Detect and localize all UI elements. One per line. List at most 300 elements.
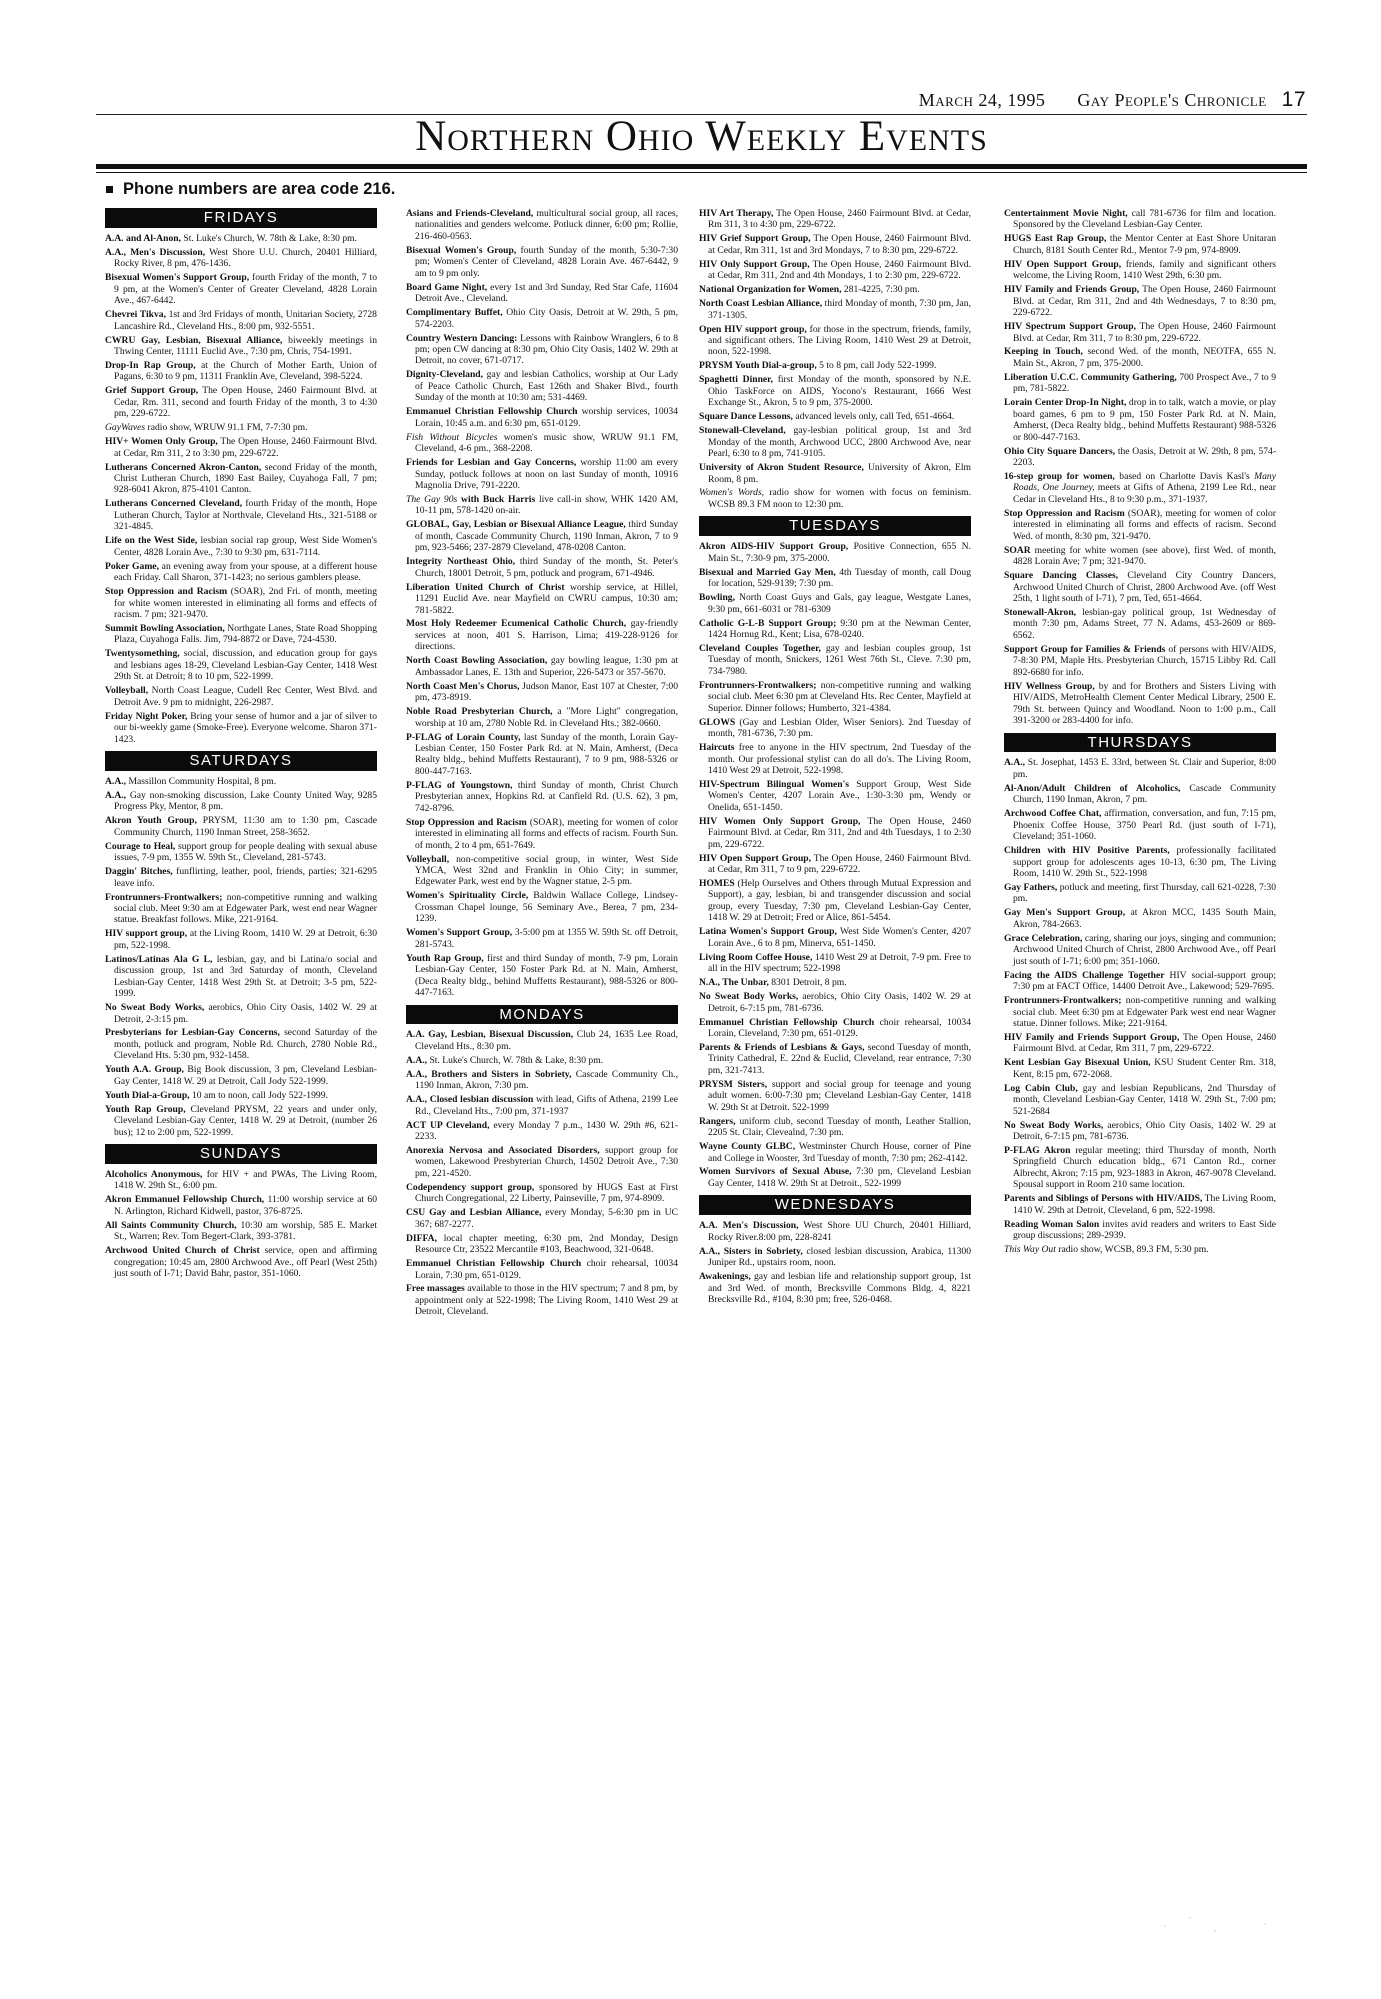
event-name: HIV Art Therapy, [699, 208, 774, 219]
event-listing [105, 892, 377, 926]
publication-name: Gay People's Chronicle [1077, 90, 1267, 110]
event-name: P-FLAG of Youngstown, [406, 779, 513, 791]
event-name: Anorexia Nervosa and Associated Disorders, [406, 1145, 600, 1156]
event-listing [406, 406, 678, 429]
event-details: non-competitive running and walking social club. Meet 6:30 pm at Edgewater Park west end near Wagner statue. Dinner follows. Mike; 221-9164. [1013, 995, 1276, 1029]
event-details: multicultural social group, all races, nationalities and genders welcome. Potluck dinner, 6:00 pm; Rollie, 216-460-0563. [415, 208, 678, 242]
event-name: Liberation U.C.C. Community Gathering, [1004, 371, 1177, 383]
issue-date: March 24, 1995 [918, 90, 1046, 110]
event-listing [1004, 1057, 1276, 1080]
event-details: radio show, WRUW 91.1 FM, 7-7:30 pm. [145, 422, 308, 434]
event-name: Bisexual Women's Group, [406, 244, 517, 256]
event-name: Life on the West Side, [105, 535, 198, 547]
event-name: HIV Spectrum Support Group, [1004, 321, 1136, 333]
event-details: aerobics, Ohio City Oasis, 1402 W. 29 at Detroit, 2-3:15 pm. [114, 1002, 377, 1025]
event-details: 8301 Detroit, 8 pm. [768, 977, 847, 989]
listing-column-3 [699, 208, 971, 1308]
event-listing [699, 1042, 971, 1076]
event-listing [406, 432, 678, 455]
event-listing [105, 272, 377, 306]
event-show-title: GayWaves [105, 422, 146, 434]
event-listing [406, 1258, 678, 1281]
event-name: Integrity Northeast Ohio, [406, 556, 516, 568]
event-details: gay bowling league, 1:30 pm at Ambassador Lanes, E. 13th and Superior, 226-5473 or 357-5670. [415, 655, 678, 678]
event-details: The Open House, 2460 Fairmount Blvd. at Cedar, Rm 311, 2nd and 4th Tuesdays, 1 to 2:30 pm, 229-6722. [708, 815, 971, 850]
event-name: Emmanuel Christian Fellowship Church [699, 1016, 875, 1028]
event-details: social, discussion, and education group for gays and lesbians ages 18-29, Cleveland Lesbian-Gay Center, 1418 West 29th St. at Detroit; 8 to 10 pm, 522-1999. [114, 648, 377, 683]
event-listing [105, 360, 377, 383]
event-details: the Mentor Center at East Shore Unitaran Church, 8181 South Center Rd., Mentor 7-9 pm, 974-8909. [1013, 233, 1276, 256]
listing-column-1 [105, 208, 377, 1282]
event-details: (SOAR), meeting for women of color interested in eliminating all forms and effects of racism. Fourth Sun. of month, 2 to 4 pm, 651-7649. [415, 816, 678, 851]
event-name: CSU Gay and Lesbian Alliance, [406, 1207, 542, 1219]
event-details: every Monday 7 p.m., 1430 W. 29th #6, 621-2233. [415, 1119, 679, 1143]
event-listing [1004, 233, 1276, 256]
event-name: Haircuts [699, 742, 735, 754]
listing-column-2 [406, 208, 678, 1320]
event-name: Summit Bowling Association, [105, 622, 225, 634]
event-name: Facing the AIDS Challenge Together [1004, 969, 1165, 981]
event-details: The Open House, 2460 Fairmount Blvd. at Cedar, Rm 311, 3 to 4:30 pm, 229-6722. [708, 208, 971, 231]
event-name: PRYSM Sisters, [699, 1078, 768, 1090]
event-listing [105, 309, 377, 332]
event-details: caring, sharing our joys, singing and communion; Archwood United Church of Christ, 2800 Archwood Ave., off Pearl just south of I-71; 6:00 pm; 351-1060. [1013, 932, 1276, 967]
event-listing [699, 411, 971, 422]
event-name: A.A., Sisters in Sobriety, [699, 1245, 803, 1257]
event-listing [699, 487, 971, 510]
event-show-title: Women's Words, [699, 487, 765, 499]
event-listing [699, 567, 971, 590]
event-name: Most Holy Redeemer Ecumenical Catholic Church, [406, 618, 627, 630]
event-details: Bring your sense of humor and a jar of silver to our bi-weekly game (Smoke-Free). Everyone welcome. Sharon 371-1423. [114, 710, 377, 745]
event-details: biweekly meetings in Thwing Center, 11111 Euclid Ave., 7:30 pm, Chris, 754-1991. [114, 334, 377, 357]
event-details: (Gay and Lesbian Older, Wiser Seniors). 2nd Tuesday of month, 781-6736, 7:30 pm. [708, 716, 971, 740]
event-details: West Shore U.U. Church, 20401 Hilliard, Rocky River, 8 pm, 476-1436. [114, 246, 378, 270]
event-listing [105, 623, 377, 646]
event-listing [699, 425, 971, 459]
event-details: third Monday of month, 7:30 pm, Jan, 371-1305. [708, 298, 971, 321]
event-name: Volleyball, [406, 853, 450, 865]
event-listing [406, 780, 678, 814]
listing-column-4 [1004, 208, 1276, 1258]
event-details: invites avid readers and writers to East Side group discussions; 289-2939. [1013, 1218, 1277, 1242]
event-details: 9:30 pm at the Newman Center, 1424 Hornug Rd., Kent; Lisa, 678-0240. [708, 617, 971, 640]
event-details: 11:00 worship service at 60 N. Arlington, Richard Kidwell, pastor, 376-8725. [114, 1194, 377, 1217]
event-details: with lead, Gifts of Athena, 2199 Lee Rd., Cleveland Hts., 7:00 pm, 371-1937 [415, 1094, 678, 1117]
event-name: No Sweat Body Works, [105, 1002, 205, 1014]
event-details: Big Book discussion, 3 pm, Cleveland Lesbian-Gay Center, 1418 W. 29 at Detroit, Call Jody 522-1999. [114, 1064, 377, 1087]
event-name: Daggin' Bitches, [105, 866, 173, 878]
event-name: Akron AIDS-HIV Support Group, [699, 541, 849, 553]
event-listing [406, 1283, 678, 1317]
event-details: choir rehearsal, 10034 Lorain, 7:30 pm, 651-0129. [415, 1258, 678, 1281]
event-listing [699, 1271, 971, 1305]
event-details: fourth Sunday of the month, 5:30-7:30 pm; Women's Center of Cleveland, 4828 Lorain Ave. 467-6442, 9 am to 9 pm only. [415, 244, 678, 279]
event-details: North Coast League, Cudell Rec Center, West Blvd. and Detroit Ave. 9 pm to midnight, 226-2987. [114, 685, 377, 708]
event-name: North Coast Men's Chorus, [406, 680, 520, 692]
event-details: Northgate Lanes, State Road Shopping Plaza, Cuyahoga Falls. Jim, 794-8872 or Dave, 724-4530. [114, 622, 377, 646]
event-details: Massillon Community Hospital, 8 pm. [126, 775, 277, 787]
event-details: potluck and meeting, first Thursday, call 621-0228, 7:30 pm. [1013, 881, 1277, 905]
event-listing [105, 1027, 377, 1061]
event-details: advanced levels only, call Ted, 651-4664. [792, 411, 955, 423]
event-name: Volleyball, [105, 685, 149, 697]
event-details: local chapter meeting, 6:30 pm, 2nd Monday, Design Resource Ctr, 23522 Mercantile #103, Beachwood, 321-0648. [415, 1232, 678, 1256]
event-name: National Organization for Women, [699, 284, 842, 296]
event-details: The Open House, 2460 Fairmount Blvd. at Cedar, Rm 311, 2nd and 4th Wednesdays, 7 to 8:30 pm, 229-6722. [1013, 284, 1276, 319]
event-details: live call-in show, WHK 1420 AM, 10-11 pm, 578-1420 on-air. [415, 493, 679, 517]
event-listing [1004, 397, 1276, 443]
event-listing [699, 853, 971, 876]
event-listing [1004, 644, 1276, 678]
event-details: St. Luke's Church, W. 78th & Lake, 8:30 pm. [427, 1054, 604, 1066]
event-details: by and for Brothers and Sisters Living with HIV/AIDS, MetroHealth Clement Center Medical Library, 2500 E. 79th St. between Quincy and Woodland. Noon to 1:00 p.m., Call 391-3200 or 283-4400 for info. [1013, 680, 1277, 727]
event-listing [105, 422, 377, 433]
event-name: Grace Celebration, [1004, 932, 1083, 944]
day-header-thursdays: THURSDAYS [1004, 733, 1276, 753]
event-name: A.A., [1004, 757, 1026, 769]
event-details: professionally facilitated support group for adolescents ages 10-13, 6:30 pm, The Living Room, 1410 W. 29th St., 522-1998 [1013, 845, 1276, 880]
event-name: Archwood Coffee Chat, [1004, 808, 1102, 820]
event-name: A.A., [105, 775, 127, 787]
event-name: Lutherans Concerned Cleveland, [105, 498, 243, 510]
event-details: The Open House, 2460 Fairmount Blvd. at Cedar, Rm 311, 1st and 3rd Mondays, 7 to 8:30 pm, 229-6722. [708, 233, 971, 256]
event-listing [1004, 757, 1276, 780]
event-name: A.A., [105, 789, 127, 801]
event-name: HOMES [699, 878, 735, 890]
event-details: fourth Friday of the month, Hope Lutheran Church, Taylor at Northvale, Cleveland Hts., 321-5188 or 321-4845. [114, 498, 378, 533]
event-name: N.A., The Unbar, [699, 977, 769, 989]
event-name: Emmanuel Christian Fellowship Church [406, 406, 578, 418]
event-details: 7:30 pm, Cleveland Lesbian Gay Center, 1418 W. 29th St at Detroit., 522-1999 [708, 1166, 971, 1189]
event-details: support group for women, Lakewood Presbyterian Church, 14502 Detroit Ave., 7:30 pm, 221-4520. [415, 1145, 678, 1179]
event-name: Parents & Friends of Lesbians & Gays, [699, 1041, 865, 1053]
event-name: Women's Support Group, [406, 927, 513, 939]
event-listing [406, 369, 678, 403]
event-listing [105, 1169, 377, 1192]
event-show-title: This Way Out [1004, 1244, 1056, 1256]
event-name: A.A. Men's Discussion, [699, 1220, 799, 1232]
event-listing [406, 494, 678, 517]
event-name: A.A., Men's Discussion, [105, 246, 206, 258]
event-details: University of Akron, Elm Room, 8 pm. [708, 462, 971, 485]
event-details: 1410 West 29 at Detroit, 7-9 pm. Free to all in the HIV spectrum; 522-1998 [708, 951, 971, 975]
event-listing [1004, 1219, 1276, 1242]
event-details: second Tuesday of month, Trinity Cathedral, E. 22nd & Euclid, Cleveland, rear entrance, 7:30 pm, 321-7413. [708, 1041, 971, 1076]
event-name: Youth Dial-a-Group, [105, 1089, 190, 1101]
event-name: Bisexual Women's Support Group, [105, 272, 250, 284]
event-listing [105, 866, 377, 889]
event-listing [105, 954, 377, 1000]
event-name: Country Western Dancing: [406, 332, 518, 344]
event-listing [1004, 995, 1276, 1029]
event-name: Catholic G-L-B Support Group; [699, 617, 837, 629]
event-details: Baldwin Wallace College, Lindsey-Crossman Chapel lounge, 56 Seminary Ave., Berea, 7 pm, 234-1239. [415, 890, 678, 925]
event-listing [699, 816, 971, 850]
event-details: drop in to talk, watch a movie, or play board games, 6 pm to 9 pm, 150 Foster Park Rd. at N. Main, Amherst, (Deca Realty bldg., behind Muffetts Restaurant) 988-5326 or 800-447-7163. [1013, 397, 1276, 443]
event-details: Gay non-smoking discussion, Lake County United Way, 9285 Progress Pky, Mentor, 8 pm. [114, 789, 377, 813]
event-details: St. Luke's Church, W. 78th & Lake, 8:30 pm. [180, 232, 357, 244]
event-details: worship 11:00 am every Sunday, potluck follows at noon on last Sunday of month, 10916 Magnolia Drive, 791-2220. [415, 457, 679, 491]
event-listing [699, 742, 971, 776]
event-details: third Sunday of month, Cascade Community Church, 1190 Inman, Akron, 7 to 9 pm, 923-5466; 237-2879 Cleveland, 478-0208 Canton. [415, 519, 678, 554]
event-name: A.A., Brothers and Sisters in Sobriety, [406, 1068, 572, 1080]
event-details: free to anyone in the HIV spectrum, 2nd Tuesday of the month. Our professional stylist can do all do's. The Living Room, 1410 West 29 at Detroit, 522-1998. [708, 742, 971, 776]
event-name: GLOBAL, Gay, Lesbian or Bisexual Alliance League, [406, 519, 626, 531]
event-listing [1004, 570, 1276, 604]
event-listing [699, 643, 971, 677]
event-listing [1004, 1145, 1276, 1191]
event-listing [699, 952, 971, 975]
event-details: gay-lesbian political group, 1st and 3rd Monday of the month, Archwood UCC, 2800 Archwood Ave, near Pearl, 6:30 to 8 pm, 741-9105. [708, 425, 971, 460]
event-listing [406, 1029, 678, 1052]
event-name: Grief Support Group, [105, 385, 199, 397]
event-name: Ohio City Square Dancers, [1004, 445, 1116, 457]
event-details: gay and lesbian life and relationship support group, 1st and 3rd Wed. of month, Brecksville Commons Bldg. 4, 8221 Brecksville Rd., #104, 8:30 pm; free, 526-0468. [708, 1271, 971, 1305]
event-name: Archwood United Church of Christ [105, 1245, 260, 1257]
event-details: a "More Light" congregation, worship at 10 am, 2780 Noble Rd. in Cleveland Hts.; 382-0660. [415, 706, 679, 729]
event-name: North Coast Lesbian Alliance, [699, 298, 823, 310]
event-listing [406, 706, 678, 729]
event-listing [406, 1094, 678, 1117]
event-details: gay and lesbian Republicans, 2nd Thursday of month, Cleveland Lesbian-Gay Center, 1418 W. 29th St., 7:00 pm; 521-2684 [1013, 1082, 1276, 1117]
event-name: Emmanuel Christian Fellowship Church [406, 1258, 582, 1270]
event-name: Stop Oppression and Racism [1004, 507, 1125, 519]
event-details: radio show, WCSB, 89.3 FM, 5:30 pm. [1055, 1244, 1209, 1256]
event-name: Spaghetti Dinner, [699, 374, 773, 386]
event-details: (SOAR), meeting for women of color interested in eliminating all forms and effects of racism. Second Wed. of month, 8:30 pm, 321-9470. [1013, 507, 1276, 542]
event-name: Children with HIV Positive Parents, [1004, 845, 1170, 857]
event-listing [105, 561, 377, 584]
event-listing [406, 618, 678, 652]
event-details: service, open and affirming congregation; 10:45 am, 2800 Archwood Ave., off Pearl (West 25th) just south of I-71; David Bahr, pastor, 351-1060. [114, 1245, 377, 1280]
event-listing [105, 1002, 377, 1025]
event-details: The Open House, 2460 Fairmount Blvd. at Cedar, Rm 311, 2nd and 4th Mondays, 1 to 2:30 pm, 229-6722. [708, 258, 971, 282]
event-listing [699, 374, 971, 408]
event-listing [105, 233, 377, 244]
event-details: the Oasis, Detroit at W. 29th, 8 pm, 574-2203. [1013, 445, 1277, 469]
event-details: based on Charlotte Davis Kasl's [1114, 471, 1255, 483]
event-listing [105, 436, 377, 459]
event-details: gay and lesbian couples group, 1st Tuesday of month, Snickers, 1261 West 76th St., Cleve. 7:30 pm, 734-7980. [708, 642, 971, 677]
event-name: Presbyterians for Lesbian-Gay Concerns, [105, 1027, 280, 1039]
event-details: non-competitive social group, in winter, West Side YMCA, West 32nd and Franklin in Ohio City; in summer, Edgewater Park, west end by the Wagner statue, 2-5 pm. [415, 853, 678, 888]
event-name: Square Dance Lessons, [699, 411, 793, 423]
event-listing [105, 841, 377, 864]
event-name: Log Cabin Club, [1004, 1082, 1078, 1094]
event-listing [1004, 372, 1276, 395]
day-header-fridays: FRIDAYS [105, 208, 377, 228]
event-listing [105, 685, 377, 708]
event-listing [699, 208, 971, 231]
event-name: HIV Grief Support Group, [699, 233, 811, 245]
event-name: Akron Emmanuel Fellowship Church, [105, 1194, 265, 1206]
event-listing [699, 541, 971, 564]
event-listing [1004, 208, 1276, 231]
event-details: worship services, 10034 Lorain, 10:45 a.m. and 6:30 pm, 651-0129. [415, 406, 679, 429]
event-name: HIV Open Support Group, [1004, 258, 1122, 270]
event-details: uniform club, second Tuesday of month, Leather Stallion, 2205 St. Clair, Clevealnd, 7:30 pm. [708, 1115, 971, 1139]
event-details: radio show for women with focus on feminism. WCSB 89.3 FM noon to 12:30 pm. [708, 487, 971, 510]
event-name: Asians and Friends-Cleveland, [406, 208, 534, 219]
event-details: 700 Prospect Ave., 7 to 9 pm, 781-5822. [1013, 371, 1276, 395]
event-name: No Sweat Body Works, [1004, 1119, 1104, 1131]
event-name: HIV-Spectrum Bilingual Women's [699, 778, 850, 790]
event-details: gay and lesbian Catholics, worship at Our Lady of Peace Catholic Church, East 126th and Shaker Blvd., fourth Sunday of the month at 10:30 am; 531-4469. [415, 369, 678, 404]
event-listing [699, 1017, 971, 1040]
event-name: Support Group for Families & Friends [1004, 643, 1166, 655]
event-details: aerobics, Ohio City Oasis, 1402 W. 29 at Detroit, 6-7:15 pm, 781-6736. [708, 991, 971, 1014]
event-details: aerobics, Ohio City Oasis, 1402 W. 29 at Detroit, 6-7:15 pm, 781-6736. [1013, 1119, 1276, 1143]
event-name: Poker Game, [105, 560, 159, 572]
event-name: Youth Rap Group, [105, 1103, 186, 1115]
event-details: West Side Women's Center, 4207 Lorain Ave., 6 to 8 pm, Minerva, 651-1450. [708, 926, 971, 949]
event-listing [1004, 446, 1276, 469]
event-name: All Saints Community Church, [105, 1219, 237, 1231]
event-details: affirmation, conversation, and fun, 7:15 pm, Phoenix Coffee House, 3750 Pearl Rd. (just south of I-71), Cleveland; 351-1060. [1013, 808, 1276, 843]
event-name: Twentysomething, [105, 648, 180, 660]
event-name: Latinos/Latinas Ala G L, [105, 953, 213, 965]
event-name: Friday Night Poker, [105, 710, 188, 722]
event-name: Stop Oppression and Racism [105, 586, 228, 598]
event-details: regular meeting; third Thursday of month, North Springfield Church education bldg., 671 Canton Rd., corner Albrecht, Akron; 7:15 pm, 923-1883 in Akron, 467-9078 Cleveland. Spousal support in Room 210 same location. [1013, 1145, 1276, 1191]
event-listing [105, 1194, 377, 1217]
event-details: second Wed. of the month, NEOTFA, 655 N. Main St., Akron, 7 pm, 375-2000. [1013, 346, 1276, 369]
event-listing [699, 717, 971, 740]
event-name: Dignity-Cleveland, [406, 369, 484, 381]
event-listing [699, 462, 971, 485]
event-details: lesbian social rap group, West Side Women's Center, 4828 Lorain Ave., 7:30 to 9:30 pm, 631-7114. [114, 535, 377, 558]
event-name: Latina Women's Support Group, [699, 926, 837, 938]
event-details: (SOAR), 2nd Fri. of month, meeting for white women interested in eliminating all forms and effects of racism. 7 pm; 321-9470. [114, 586, 377, 621]
event-name: Reading Woman Salon [1004, 1218, 1100, 1230]
event-details: every Monday, 5-6:30 pm in UC 367; 687-2277. [415, 1207, 679, 1230]
event-name: A.A., [406, 1054, 428, 1066]
event-listing [699, 926, 971, 949]
event-listing [105, 790, 377, 813]
event-listing [406, 556, 678, 579]
event-name: CWRU Gay, Lesbian, Bisexual Alliance, [105, 334, 283, 346]
event-listing [699, 324, 971, 358]
day-header-tuesdays: TUESDAYS [699, 516, 971, 536]
event-listing [1004, 1032, 1276, 1055]
event-listing [406, 1120, 678, 1143]
event-details: third Sunday of the month, St. Peter's Church, 18001 Detroit, 5 pm, potluck and program, 671-4946. [415, 556, 678, 579]
event-name: Keeping in Touch, [1004, 346, 1083, 358]
event-listing [1004, 1244, 1276, 1255]
event-details: 4th Tuesday of month, call Doug for location, 529-9139; 7:30 pm. [708, 566, 971, 590]
event-name: Stop Oppression and Racism [406, 816, 527, 828]
event-details: Cascade Community Church, 1190 Inman, Akron, 7 pm. [1013, 782, 1276, 806]
event-details: last Sunday of the month, Lorain Gay-Lesbian Center, 150 Foster Park Rd. at N. Main, Amherst, (Deca Realty bldg., behind Muffetts Restaurant), 7 to 9 pm, 988-5326 or 800-447-7163. [415, 731, 678, 777]
event-name: HIV Wellness Group, [1004, 680, 1095, 692]
event-details: at the Living Room, 1410 W. 29 at Detroit, 6:30 pm, 522-1998. [114, 928, 377, 951]
event-name: Codependency support group, [406, 1181, 535, 1193]
event-listing [105, 335, 377, 358]
event-listing [699, 1246, 971, 1269]
event-listing [699, 592, 971, 615]
event-listing [406, 1055, 678, 1066]
event-listing [1004, 1120, 1276, 1143]
event-listing [406, 953, 678, 999]
event-name: Youth Rap Group, [406, 952, 484, 964]
event-name: Liberation United Church of Christ [406, 581, 565, 593]
event-name: with Buck Harris [457, 493, 536, 505]
day-header-wednesdays: WEDNESDAYS [699, 1195, 971, 1215]
page-number: 17 [1281, 88, 1306, 111]
event-name: ACT UP Cleveland, [406, 1119, 490, 1131]
event-listing [699, 680, 971, 714]
event-listing [699, 259, 971, 282]
event-name: P-FLAG Akron [1004, 1145, 1071, 1156]
event-listing [406, 817, 678, 851]
phone-note-text: Phone numbers are area code 216. [123, 180, 396, 198]
running-header [770, 88, 1306, 112]
event-name: Centertainment Movie Night, [1004, 208, 1128, 219]
event-details: first Monday of the month, sponsored by N.E. Ohio TaskForce on AIDS, Yocono's Restaurant, 1666 West Exchange St., Akron, 5 to 9 pm, 375-2000. [708, 374, 971, 409]
event-name: Al-Anon/Adult Children of Alcoholics, [1004, 782, 1181, 794]
event-listing [105, 385, 377, 419]
event-details: Support Group, West Side Women's Center, 4207 Lorain Ave., 1:30-3:30 pm, Wendy or Onelida, 651-1450. [708, 778, 972, 813]
event-name: No Sweat Body Works, [699, 991, 799, 1003]
event-name: Chevrei Tikva, [105, 309, 166, 321]
title-rule-thick [96, 164, 1307, 169]
event-listing [1004, 259, 1276, 282]
event-listing [105, 1104, 377, 1138]
event-details: Cleveland City Country Dancers, Archwood United Church of Christ, 2800 Archwood Ave. (off West 25th, 1 light south of I-71), 7 pm, Ted, 651-4664. [1013, 570, 1276, 605]
event-details: 1st and 3rd Fridays of month, Unitarian Society, 2728 Lancashire Rd., Cleveland Hts., 8:00 pm, 932-5551. [114, 309, 377, 332]
event-name: Board Game Night, [406, 281, 488, 293]
event-details: support and social group for teenage and young adult women. 6:00-7:30 pm; Cleveland Lesbian-Gay Center, 1418 W. 29th St at Detroit. 522-1999 [708, 1078, 971, 1113]
event-details: The Open House, 2460 Fairmount Blvd. at Cedar, Rm. 311, second and fourth Friday of the month, 3 to 4:30 pm, 229-6722. [114, 385, 377, 420]
event-listing [699, 360, 971, 371]
event-details: Positive Connection, 655 N. Main St., 7:30-9 pm, 375-2000. [708, 541, 971, 564]
event-details: lesbian, gay, and bi Latina/o social and discussion group, 1st and 3rd Saturday of month, Cleveland Lesbian-Gay Center, 1418 West 29th St. at Detroit; 3-5 pm, 522-1999. [114, 953, 378, 1000]
event-name: HIV Only Support Group, [699, 258, 810, 270]
event-details: North Coast Guys and Gals, gay league, Westgate Lanes, 9:30 pm, 661-6031 or 781-6309 [708, 592, 971, 615]
event-listing [105, 1090, 377, 1101]
event-listing [406, 245, 678, 279]
event-name: HIV Women Only Support Group, [699, 815, 861, 827]
bullet-square-icon [106, 186, 113, 193]
event-details: an evening away from your spouse, at a different house each Friday. Call Sharon, 371-1423; no serious gamblers please. [114, 560, 377, 584]
event-name: Bowling, [699, 592, 735, 604]
event-details: first and third Sunday of month, 7-9 pm, Lorain Lesbian-Gay Center, 150 Foster Park Rd. at N. Main, Amherst, (Deca Realty bldg., behind Muffetts Restaurant), 988-5326 or 800-447-7163. [415, 952, 678, 999]
event-name: A.A. Gay, Lesbian, Bisexual Discussion, [406, 1029, 574, 1041]
event-details: sponsored by HUGS East at First Church Congregational, 22 Liberty, Painseville, 7 pm, 974-8909. [415, 1181, 678, 1205]
event-name: Gay Men's Support Group, [1004, 907, 1126, 919]
event-name: HIV+ Women Only Group, [105, 436, 218, 448]
event-listing [105, 928, 377, 951]
event-listing [105, 815, 377, 838]
event-listing [699, 977, 971, 988]
event-name: Alcoholics Anonymous, [105, 1168, 203, 1180]
event-listing [406, 854, 678, 888]
event-listing [406, 582, 678, 616]
event-details: second Saturday of the month, potluck and program, Noble Rd. Church, 2780 Noble Rd., Cleveland Hts. 5:30 pm, 932-1458. [114, 1027, 377, 1062]
event-details: 281-4225, 7:30 pm. [841, 284, 920, 296]
event-details: worship service, at Hillel, 11291 Euclid Ave. near Mayfield on CWRU campus, 10:30 am; 781-5822. [415, 581, 678, 616]
event-details: fourth Friday of the month, 7 to 9 pm, at the Women's Center of Greater Cleveland, 4828 Lorain Ave., 467-6442. [114, 272, 378, 307]
event-listing [699, 1220, 971, 1243]
event-listing [105, 648, 377, 682]
event-name: GLOWS [699, 716, 736, 728]
event-details: second Friday of the month, Christ Lutheran Church, 1890 East Bailey, Cuyahoga Fall, 7 pm; 928-6041 Akron, 875-4101 Canton. [114, 461, 377, 496]
event-name: Bisexual and Married Gay Men, [699, 566, 836, 578]
event-details: 3-5:00 pm at 1355 W. 59th St. off Detroit, 281-5743. [415, 927, 678, 950]
event-listing [406, 208, 678, 242]
event-show-title: The Gay 90s [406, 493, 458, 505]
